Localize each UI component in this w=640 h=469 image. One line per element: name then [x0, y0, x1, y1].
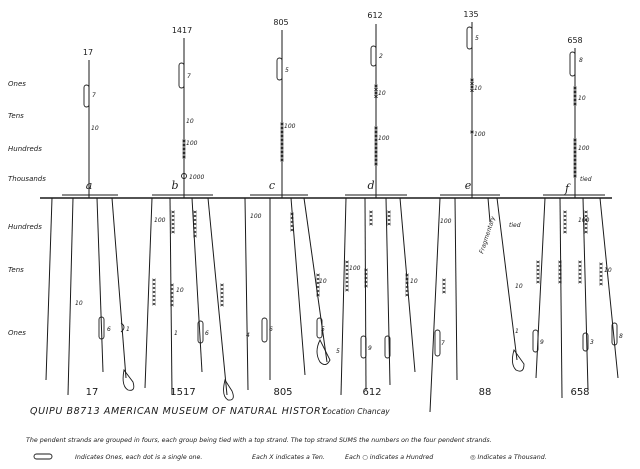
bottom-sum-e: 88 [478, 387, 492, 398]
pendant-label-b-1: 100 [154, 217, 166, 224]
pendant-e1 [430, 198, 440, 412]
pendant-f4 [600, 198, 618, 378]
row-label-ones-lower: Ones [8, 329, 26, 337]
group-b [145, 26, 233, 400]
legend-ones-icon [34, 454, 52, 459]
top-hundreds-label-b: 100 [186, 140, 198, 147]
pendant-label-f-3: 9 [540, 339, 544, 346]
knot-mark-156 [442, 283, 445, 285]
tied-note-f: tied [580, 176, 592, 183]
top-ones-label-a: 7 [92, 92, 96, 99]
pendant-label-b-4: 6 [205, 330, 209, 337]
knot-marks [152, 79, 602, 306]
knot-mark-68 [369, 215, 372, 217]
caption-location: Location Chancay [323, 407, 390, 416]
top-sum-a: 17 [82, 48, 94, 57]
knot-mark-53 [171, 227, 174, 229]
pendant-f2 [560, 198, 562, 398]
top-ones-label-d: 2 [379, 53, 383, 60]
row-label-thousands: Thousands [8, 175, 46, 183]
knot-mark-73 [387, 219, 390, 221]
knot-mark-74 [387, 223, 390, 225]
knot-mark-154 [152, 303, 155, 305]
knot-mark-129 [536, 281, 539, 283]
knot-mark-138 [578, 269, 581, 271]
group-d [336, 11, 418, 398]
knot-mark-127 [536, 273, 539, 275]
tied-note-e: tied [509, 222, 521, 229]
row-label-ones: Ones [8, 80, 26, 88]
pendant-label-a-2: 6 [107, 326, 111, 333]
knot-mark-125 [536, 265, 539, 267]
pendant-a4 [112, 198, 126, 378]
bottom-sum-d: 612 [362, 387, 382, 398]
pendant-label-f-5: 8 [619, 333, 623, 340]
group-letter-d: d [367, 179, 375, 192]
pendant-e2 [455, 198, 457, 380]
knot-mark-54 [171, 231, 174, 233]
row-label-hundreds: Hundreds [8, 145, 42, 153]
row-label-tens: Tens [8, 112, 24, 120]
pendant-label-c-1: 100 [250, 213, 262, 220]
row-label-tens-lower: Tens [8, 266, 24, 274]
bottom-sum-f: 658 [570, 387, 590, 398]
fragmentary-note-e: Fragmentary [478, 215, 497, 255]
pendant-label-b-3: 1 [174, 330, 178, 337]
knot-mark-139 [578, 273, 581, 275]
knot-mark-49 [171, 211, 174, 213]
caption-title: QUIPU B8713 AMERICAN MUSEUM OF NATURAL HISTORY [30, 406, 328, 417]
knot-mark-110 [345, 281, 348, 283]
group-f [533, 36, 623, 398]
pendant-a2 [68, 198, 73, 395]
bottom-sum-c: 805 [273, 387, 293, 398]
top-hundreds-label-f: 100 [578, 145, 590, 152]
pendant-c3 [291, 198, 305, 375]
knot-mark-155 [442, 279, 445, 281]
legend-hundred: Each ○ indicates a Hundred [345, 454, 434, 461]
group-e [430, 10, 524, 412]
knot-mark-76 [563, 215, 566, 217]
pendant-label-b-2: 10 [176, 287, 184, 294]
pendant-label-e-1: 100 [440, 218, 452, 225]
pendant-ones-knot-c [262, 318, 267, 342]
knot-mark-63 [290, 217, 293, 219]
pendant-label-c-2: 10 [319, 278, 327, 285]
pendant-label-f-4: 3 [590, 339, 594, 346]
top-tens-label-f: 10 [578, 95, 586, 102]
pendant-d2 [365, 198, 366, 390]
pendant-end-loop-a [123, 370, 134, 390]
top-tens-label-a: 10 [91, 125, 99, 132]
knot-mark-75 [563, 211, 566, 213]
knot-mark-152 [152, 295, 155, 297]
knot-mark-96 [220, 296, 223, 298]
ones-knot-f [570, 52, 575, 76]
knot-mark-109 [345, 277, 348, 279]
pendant-end-loop-b [224, 380, 234, 400]
pendant-a3 [97, 198, 103, 372]
knot-mark-70 [369, 223, 372, 225]
pendant-end-loop-e [512, 350, 524, 371]
knot-mark-126 [536, 269, 539, 271]
knot-mark-144 [599, 271, 602, 273]
knot-mark-115 [364, 277, 367, 279]
knot-mark-146 [599, 279, 602, 281]
pendant-label-d-1: 100 [349, 265, 361, 272]
pendant-label-c-4: 5 [321, 326, 325, 333]
pendant-ones-knot-e [435, 330, 440, 356]
knot-mark-114 [364, 273, 367, 275]
pendant-label-f-2: 10 [604, 267, 612, 274]
knot-mark-98 [220, 304, 223, 306]
knot-mark-105 [345, 261, 348, 263]
legend-thousand: ◎ Indicates a Thousand. [470, 454, 547, 461]
group-letter-b: b [171, 179, 179, 192]
pendant-d4 [400, 198, 415, 372]
group-a [46, 48, 134, 398]
pendant-d1 [341, 198, 346, 395]
knot-mark-71 [387, 211, 390, 213]
knot-mark-56 [193, 215, 196, 217]
knot-mark-78 [563, 223, 566, 225]
top-ones-label-e: 5 [475, 35, 479, 42]
pendant-label-c-3: 6 [269, 326, 273, 333]
knot-mark-112 [345, 289, 348, 291]
knot-mark-86 [584, 231, 587, 233]
knot-mark-69 [369, 219, 372, 221]
knot-mark-151 [152, 291, 155, 293]
knot-mark-117 [364, 285, 367, 287]
knot-mark-143 [599, 267, 602, 269]
knot-mark-51 [171, 219, 174, 221]
knot-mark-57 [193, 219, 196, 221]
knot-mark-93 [220, 284, 223, 286]
pendant-label-f-1: 100 [578, 217, 590, 224]
top-hundreds-label-c: 100 [284, 123, 296, 130]
pendant-c1 [245, 198, 248, 390]
knot-mark-108 [345, 273, 348, 275]
pendant-label-e-4: 1 [515, 328, 519, 335]
ones-knot-e [467, 27, 472, 49]
pendant-end-loop-c [317, 340, 330, 365]
pendant-label-d-4: 5 [336, 348, 340, 355]
knot-mark-79 [563, 227, 566, 229]
pendant-label-d-3: 9 [368, 345, 372, 352]
ones-knot-c [277, 58, 282, 80]
knot-mark-142 [599, 263, 602, 265]
group-letter-f: f [564, 182, 570, 195]
knot-mark-80 [563, 231, 566, 233]
knot-mark-147 [599, 283, 602, 285]
knot-mark-128 [536, 277, 539, 279]
top-tens-label-e: 10 [474, 85, 482, 92]
legend-tens: Each X indicates a Ten. [252, 454, 325, 461]
knot-mark-111 [345, 285, 348, 287]
knot-mark-50 [171, 215, 174, 217]
top-hundreds-label-d: 100 [378, 135, 390, 142]
knot-mark-94 [220, 288, 223, 290]
group-letter-e: e [464, 179, 472, 192]
top-sum-b: 1417 [171, 26, 193, 35]
group-c [245, 18, 330, 398]
pendant-label-d-2: 10 [410, 278, 418, 285]
ones-knot-b [179, 63, 184, 88]
pendant-b3 [192, 198, 202, 372]
knot-mark-140 [578, 277, 581, 279]
top-ones-label-b: 7 [187, 73, 191, 80]
pendant-label-e-2: 10 [515, 283, 523, 290]
knot-mark-52 [171, 223, 174, 225]
legend-ones: Indicates Ones, each dot is a single one. [75, 454, 203, 461]
knot-mark-136 [578, 261, 581, 263]
knot-mark-81 [584, 211, 587, 213]
top-sum-e: 135 [463, 10, 479, 19]
pendant-a1 [46, 198, 52, 380]
top-sum-d: 612 [367, 11, 383, 20]
knot-mark-137 [578, 265, 581, 267]
ones-knot-d [371, 46, 376, 66]
knot-mark-150 [152, 287, 155, 289]
knot-mark-95 [220, 292, 223, 294]
group-letter-c: c [268, 179, 276, 192]
bottom-sum-a: 17 [85, 387, 99, 398]
knot-mark-124 [536, 261, 539, 263]
top-hundreds-label-e: 100 [474, 131, 486, 138]
knot-mark-97 [220, 300, 223, 302]
knot-mark-141 [578, 281, 581, 283]
top-tens-label-d: 10 [378, 90, 386, 97]
top-ones-label-f: 8 [579, 57, 583, 64]
knot-mark-99 [316, 274, 319, 276]
caption-note: The pendent strands are grouped in fours, each group being tied with a top strand. The top strand SUMS the numbers on the four pendent strands. [26, 437, 492, 444]
knot-mark-72 [387, 215, 390, 217]
knot-mark-116 [364, 281, 367, 283]
bottom-sum-b: 1517 [170, 387, 196, 398]
top-thousands-label-b: 1000 [189, 174, 205, 181]
pendant-b4 [208, 198, 227, 395]
knot-mark-77 [563, 219, 566, 221]
knot-mark-158 [442, 291, 445, 293]
row-label-hundreds-lower: Hundreds [8, 223, 42, 231]
group-letter-a: a [85, 179, 93, 192]
knot-mark-67 [369, 211, 372, 213]
knot-mark-149 [152, 283, 155, 285]
knot-mark-145 [599, 275, 602, 277]
knot-mark-157 [442, 287, 445, 289]
pendant-label-e-3: 7 [441, 340, 445, 347]
pendant-label-a-3: 1 [126, 326, 130, 333]
knot-mark-85 [584, 227, 587, 229]
knot-mark-148 [152, 279, 155, 281]
ones-knot-a [84, 85, 89, 107]
knot-mark-153 [152, 299, 155, 301]
knot-mark-55 [193, 211, 196, 213]
top-ones-label-c: 5 [285, 67, 289, 74]
top-sum-f: 658 [567, 36, 583, 45]
pendant-b1 [145, 198, 152, 388]
top-sum-c: 805 [273, 18, 289, 27]
top-tens-label-b: 10 [186, 118, 194, 125]
pendant-label-a-1: 10 [75, 300, 83, 307]
pendant-label-c-5: 4 [246, 332, 250, 339]
